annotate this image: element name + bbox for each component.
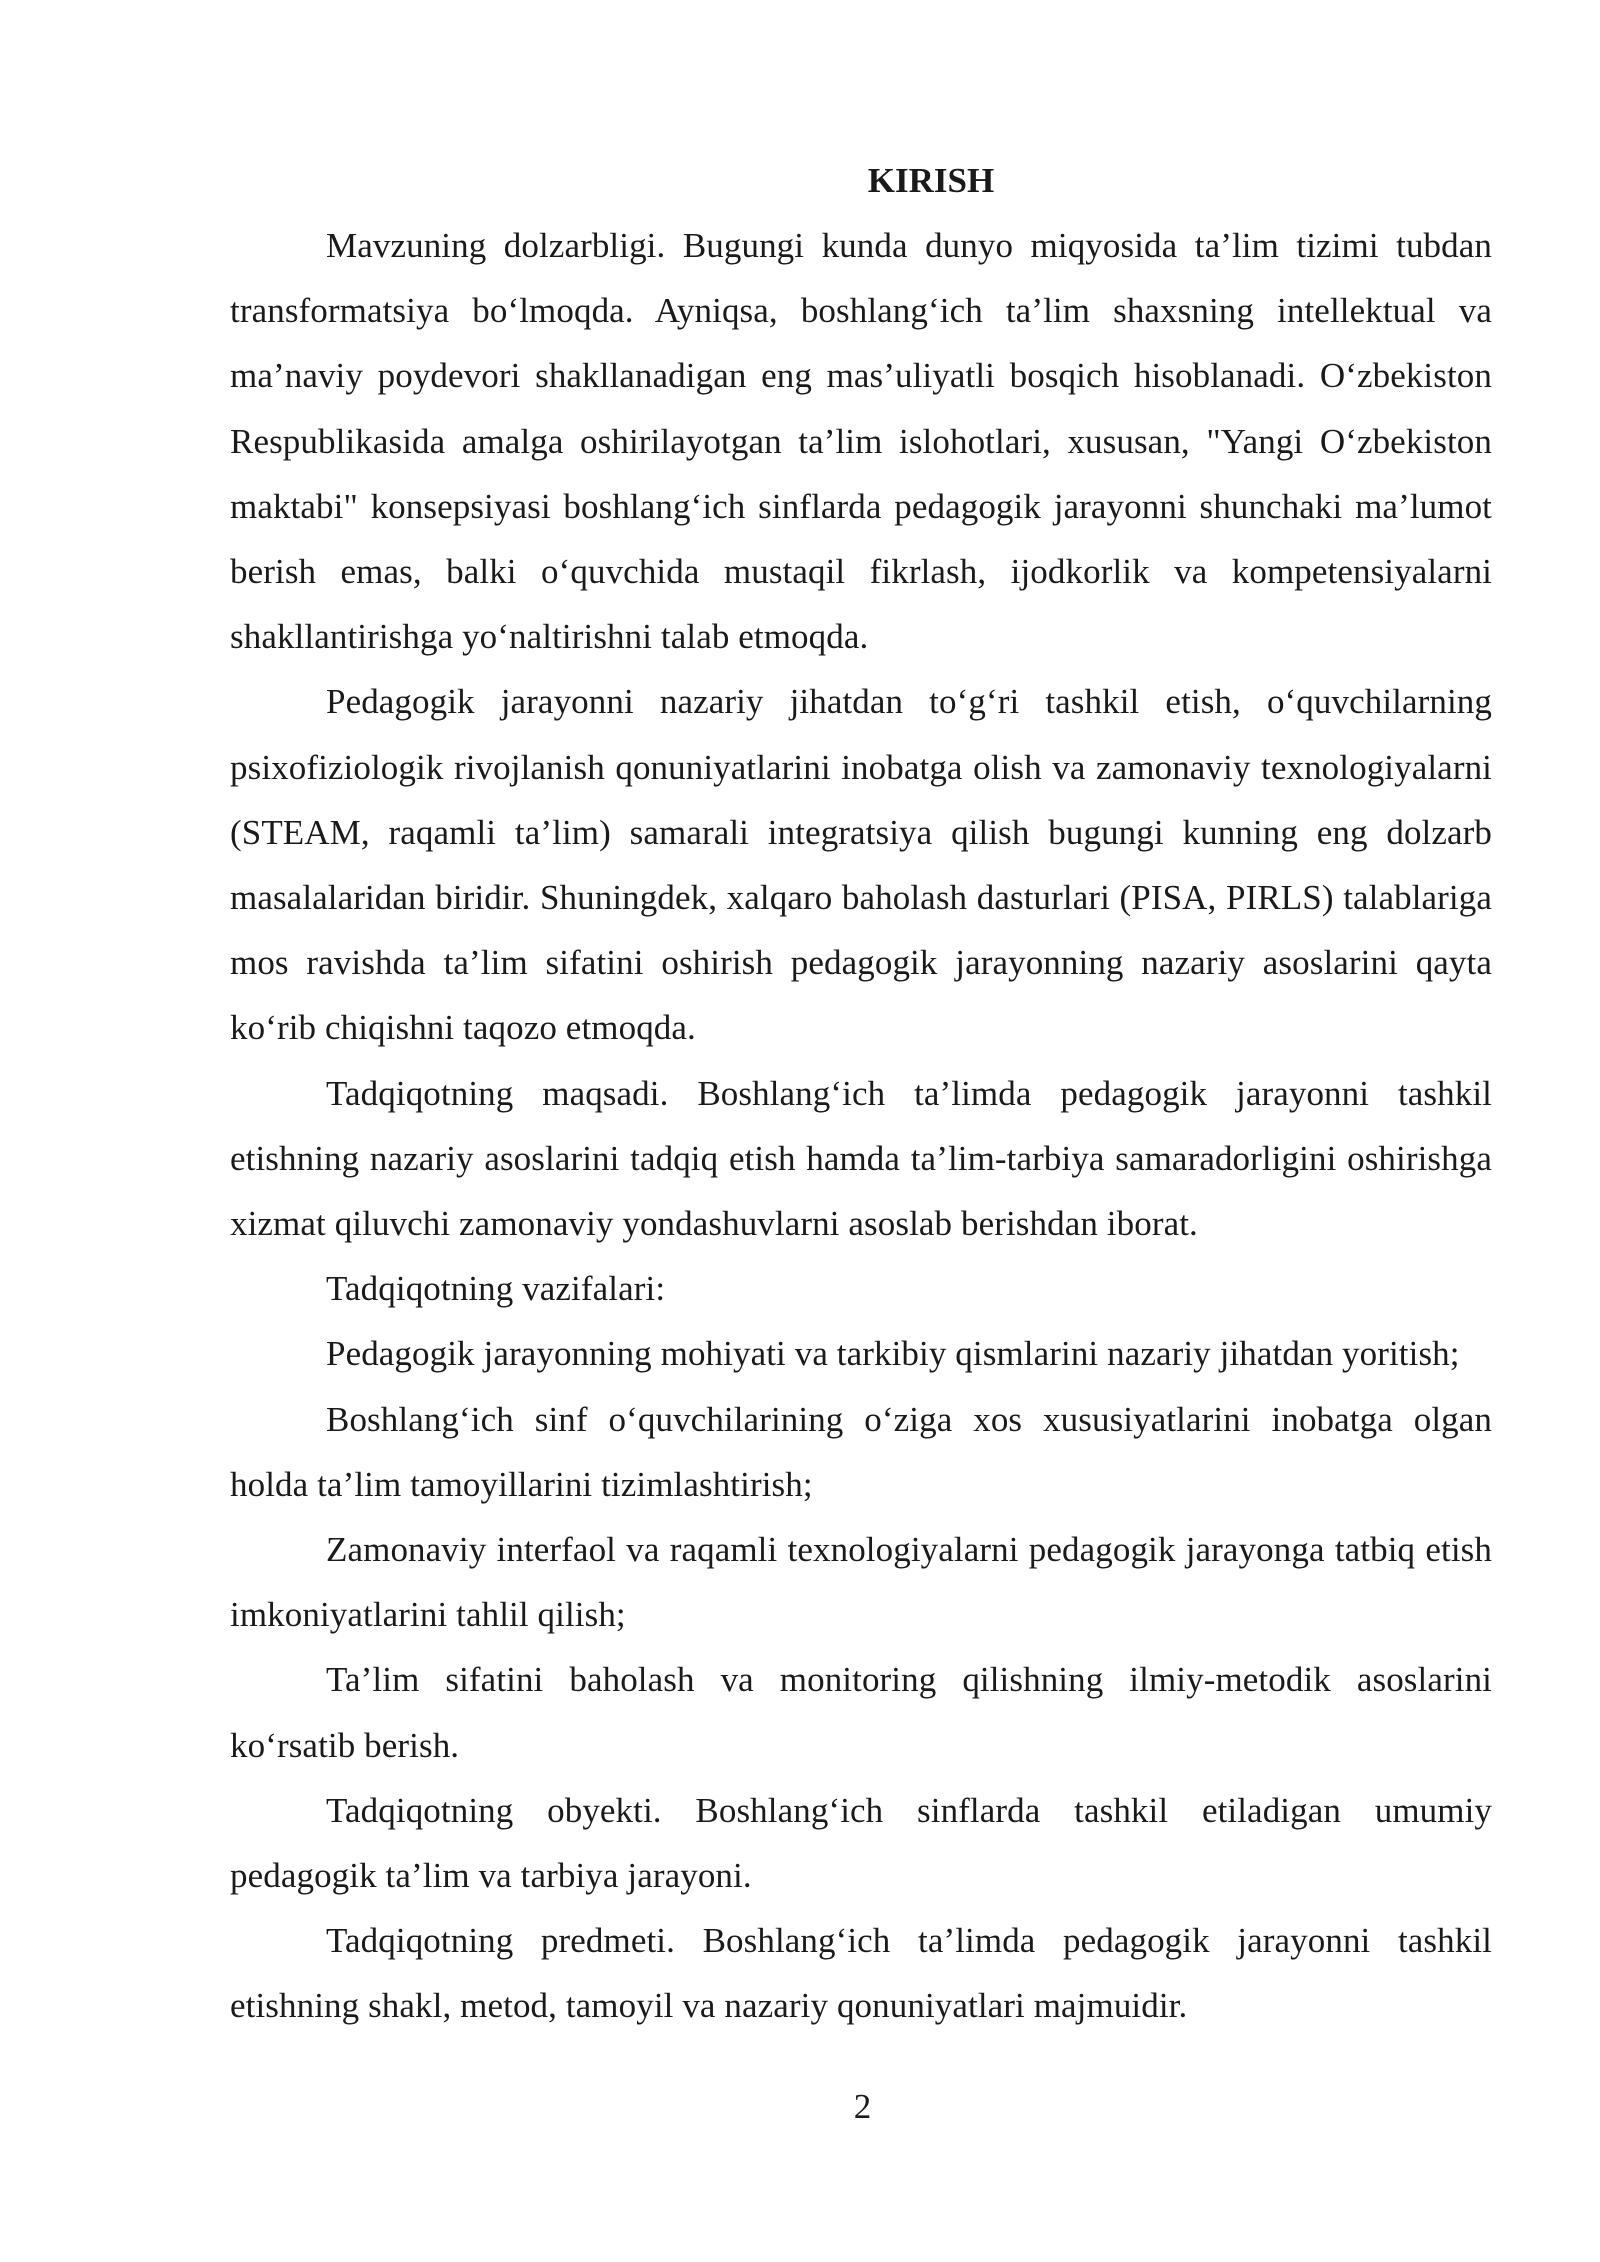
paragraph-theory: Pedagogik jarayonni nazariy jihatdan to‘g‘ri tashkil etish, o‘quvchilarning psixofiziologik rivojlanish qonuniyatlarini inobatga olish va zamonaviy texnologiyalarni (STEAM, raqamli ta’lim) samarali integratsiya qilish bugungi kunning eng dolzarb masalalaridan biridir. Shuningdek, xalqaro baholash dasturlari (PISA, PIRLS) talablariga mos ravishda ta’lim sifatini oshirish pedagogik jarayonning nazariy asoslarini qayta ko‘rib chiqishni taqozo etmoqda. — [230, 682, 1492, 1048]
paragraph-task-2: Boshlang‘ich sinf o‘quvchilarining o‘ziga xos xususiyatlarini inobatga olgan holda ta’lim tamoyillarini tizimlashtirish; — [230, 1399, 1492, 1504]
paragraph-task-1: Pedagogik jarayonning mohiyati va tarkibiy qismlarini nazariy jihatdan yoritish; — [326, 1334, 1460, 1374]
paragraph-subject: Tadqiqotning predmeti. Boshlang‘ich ta’limda pedagogik jarayonni tashkil etishning shakl, metod, tamoyil va nazariy qonuniyatlari majmuidir. — [230, 1921, 1492, 2026]
paragraph-tasks-heading: Tadqiqotning vazifalari: — [326, 1269, 666, 1309]
paragraph-object: Tadqiqotning obyekti. Boshlang‘ich sinflarda tashkil etiladigan umumiy pedagogik ta’lim va tarbiya jarayoni. — [230, 1790, 1492, 1896]
paragraph-task-3: Zamonaviy interfaol va raqamli texnologiyalarni pedagogik jarayonga tatbiq etish imkoniyatlarini tahlil qilish; — [230, 1530, 1492, 1635]
paragraph-goal: Tadqiqotning maqsadi. Boshlang‘ich ta’limda pedagogik jarayonni tashkil etishning nazariy asoslarini tadqiq etish hamda ta’lim-tarbiya samaradorligini oshirishga xizmat qiluvchi zamonaviy yondashuvlarni asoslab berishdan iborat. — [230, 1073, 1492, 1244]
document-page — [230, 148, 1492, 2039]
paragraph-task-4: Ta’lim sifatini baholash va monitoring qilishning ilmiy-metodik asoslarini ko‘rsatib berish. — [230, 1660, 1492, 1765]
paragraph-relevance: Mavzuning dolzarbligi. Bugungi kunda dunyo miqyosida ta’lim tizimi tubdan transformatsiya bo‘lmoqda. Ayniqsa, boshlang‘ich ta’lim shaxsning intellektual va ma’naviy poydevori shakllanadigan eng mas’uliyatli bosqich hisoblanadi. O‘zbekiston Respublikasida amalga oshirilayotgan ta’lim islohotlari, xususan, "Yangi O‘zbekiston maktabi" konsepsiyasi boshlang‘ich sinflarda pedagogik jarayonni shunchaki ma’lumot berish emas, balki o‘quvchida mustaqil fikrlash, ijodkorlik va kompetensiyalarni shakllantirishga yo‘naltirishni talab etmoqda. — [230, 226, 1492, 657]
page-number: 2 — [853, 2087, 872, 2126]
section-title: KIRISH — [867, 161, 995, 200]
